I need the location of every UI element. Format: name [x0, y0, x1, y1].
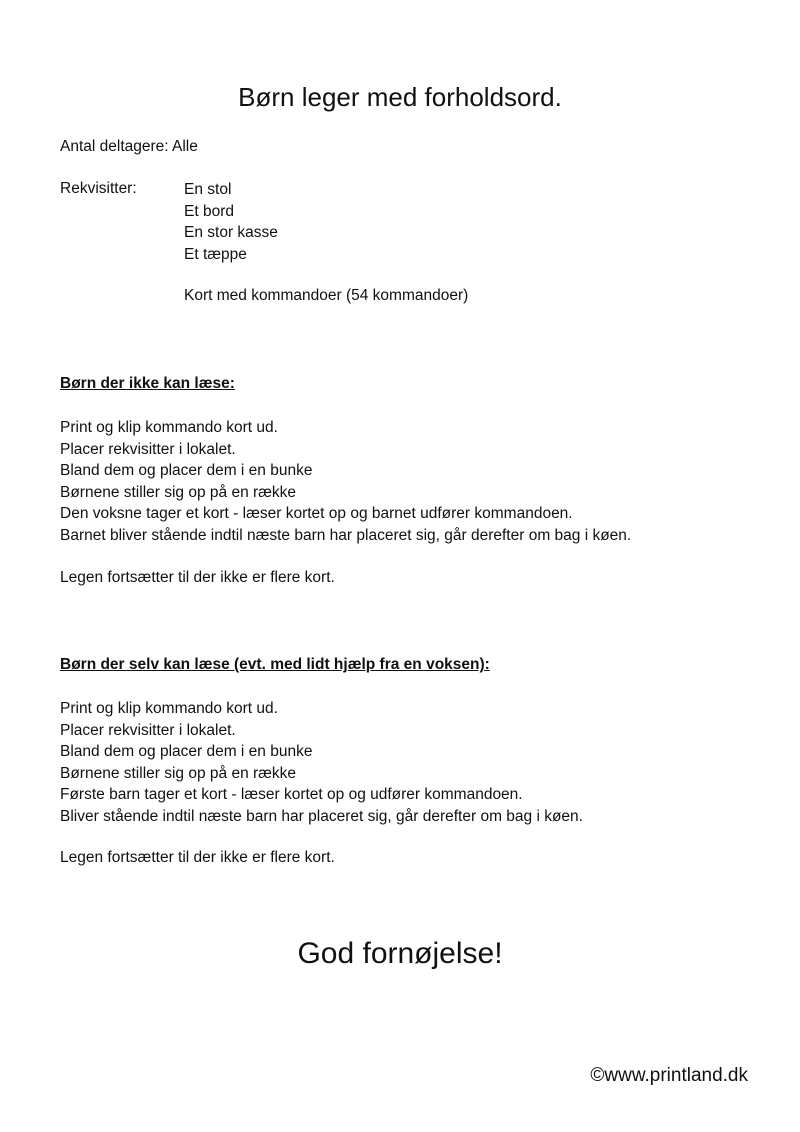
props-item: En stor kasse [184, 224, 278, 241]
step-line: Børnene stiller sig op på en række [60, 483, 297, 501]
step-line: Bliver stående indtil næste barn har placeret sig, går derefter om bag i køen. [60, 807, 583, 825]
section2-heading: Børn der selv kan læse (evt. med lidt hjælp fra en voksen): [60, 656, 490, 673]
props-item: Et tæppe [184, 245, 247, 263]
section1-heading: Børn der ikke kan læse: [60, 375, 235, 392]
step-line: Bland dem og placer dem i en bunke [60, 743, 313, 761]
step-line: Den voksne tager et kort - læser kortet op og barnet udfører kommandoen. [60, 505, 573, 523]
step-line: Første barn tager et kort - læser kortet op og udfører kommandoen. [60, 786, 523, 804]
step-line: Barnet bliver stående indtil næste barn har placeret sig, går derefter om bag i køen. [60, 526, 632, 544]
section1-outro: Legen fortsætter til der ikke er flere kort. [60, 569, 335, 586]
section2-steps [60, 698, 583, 828]
participants-text: Antal deltagere: Alle [60, 138, 198, 155]
props-item: Et bord [184, 202, 234, 220]
props-list [184, 179, 278, 265]
section2-outro: Legen fortsætter til der ikke er flere kort. [60, 849, 335, 866]
props-extra: Kort med kommandoer (54 kommandoer) [184, 287, 469, 304]
step-line: Placer rekvisitter i lokalet. [60, 721, 236, 739]
step-line: Print og klip kommando kort ud. [60, 419, 278, 436]
closing-text: God fornøjelse! [297, 937, 503, 970]
section1-steps [60, 417, 631, 547]
document-title: Børn leger med forholdsord. [238, 82, 562, 112]
copyright-text: ©www.printland.dk [590, 1065, 748, 1086]
step-line: Børnene stiller sig op på en række [60, 764, 297, 782]
props-item: En stol [184, 181, 232, 198]
props-label: Rekvisitter: [60, 180, 137, 197]
step-line: Print og klip kommando kort ud. [60, 700, 278, 717]
step-line: Placer rekvisitter i lokalet. [60, 440, 236, 458]
step-line: Bland dem og placer dem i en bunke [60, 462, 313, 480]
